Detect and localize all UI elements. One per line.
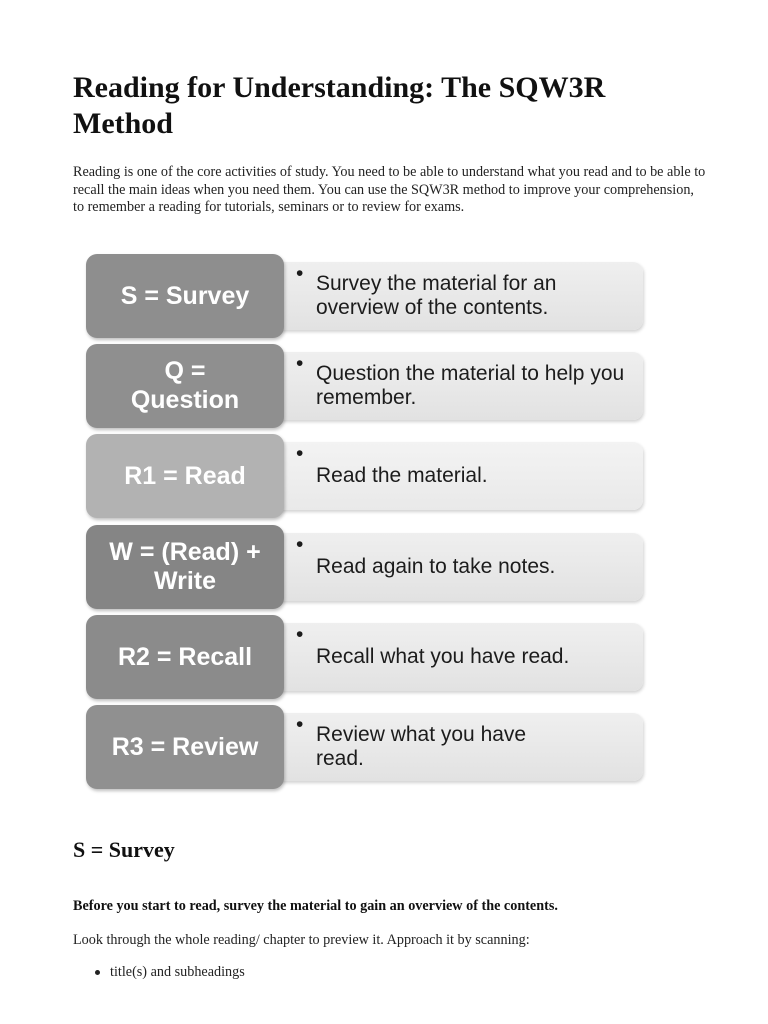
diagram-label: S = Survey — [86, 254, 284, 338]
diagram-description — [272, 262, 643, 330]
description-text: Review what you have read. — [316, 723, 527, 770]
intro-paragraph: Reading is one of the core activities of study. You need to be able to understand what you read and to be able to recall the main ideas when you need them. You can use the SQW3R method to improve your comprehension, to remember a reading for tutorials, seminars or to review for exams. — [73, 164, 706, 215]
diagram-row-question — [86, 344, 646, 428]
diagram-description — [272, 533, 643, 601]
diagram-description — [272, 352, 643, 420]
diagram-description — [272, 713, 643, 781]
description-text: Survey the material for an overview of the contents. — [316, 272, 557, 319]
diagram-description — [272, 442, 643, 510]
diagram-label: R3 = Review — [86, 705, 284, 789]
diagram-label: R2 = Recall — [86, 615, 284, 699]
section-heading: S = Survey — [73, 837, 175, 862]
diagram-description — [272, 623, 643, 691]
diagram-label: W = (Read) + Write — [86, 525, 284, 609]
diagram-row-survey — [86, 254, 646, 338]
bullet-icon: • — [296, 713, 304, 736]
bullet-icon: • — [296, 623, 304, 646]
bullet-icon: • — [296, 262, 304, 285]
bullet-icon: • — [296, 352, 304, 375]
section-lead: Before you start to read, survey the material to gain an overview of the contents. — [73, 898, 558, 914]
diagram-row-recall — [86, 615, 646, 699]
description-text: Question the material to help you remember. — [316, 362, 625, 409]
sqw3r-diagram — [86, 254, 646, 790]
diagram-label: R1 = Read — [86, 434, 284, 518]
bullet-icon: • — [296, 442, 304, 465]
scan-list — [73, 963, 245, 981]
description-text: Read the material. — [316, 464, 488, 487]
diagram-label: Q = Question — [86, 344, 284, 428]
diagram-row-write — [86, 525, 646, 609]
bullet-icon: • — [296, 533, 304, 556]
page-title: Reading for Understanding: The SQW3R Method — [73, 71, 606, 140]
diagram-row-read — [86, 434, 646, 518]
section-paragraph: Look through the whole reading/ chapter to preview it. Approach it by scanning: — [73, 932, 530, 948]
diagram-row-review — [86, 705, 646, 789]
description-text: Recall what you have read. — [316, 645, 570, 668]
description-text: Read again to take notes. — [316, 555, 556, 578]
list-item: title(s) and subheadings — [73, 963, 245, 981]
